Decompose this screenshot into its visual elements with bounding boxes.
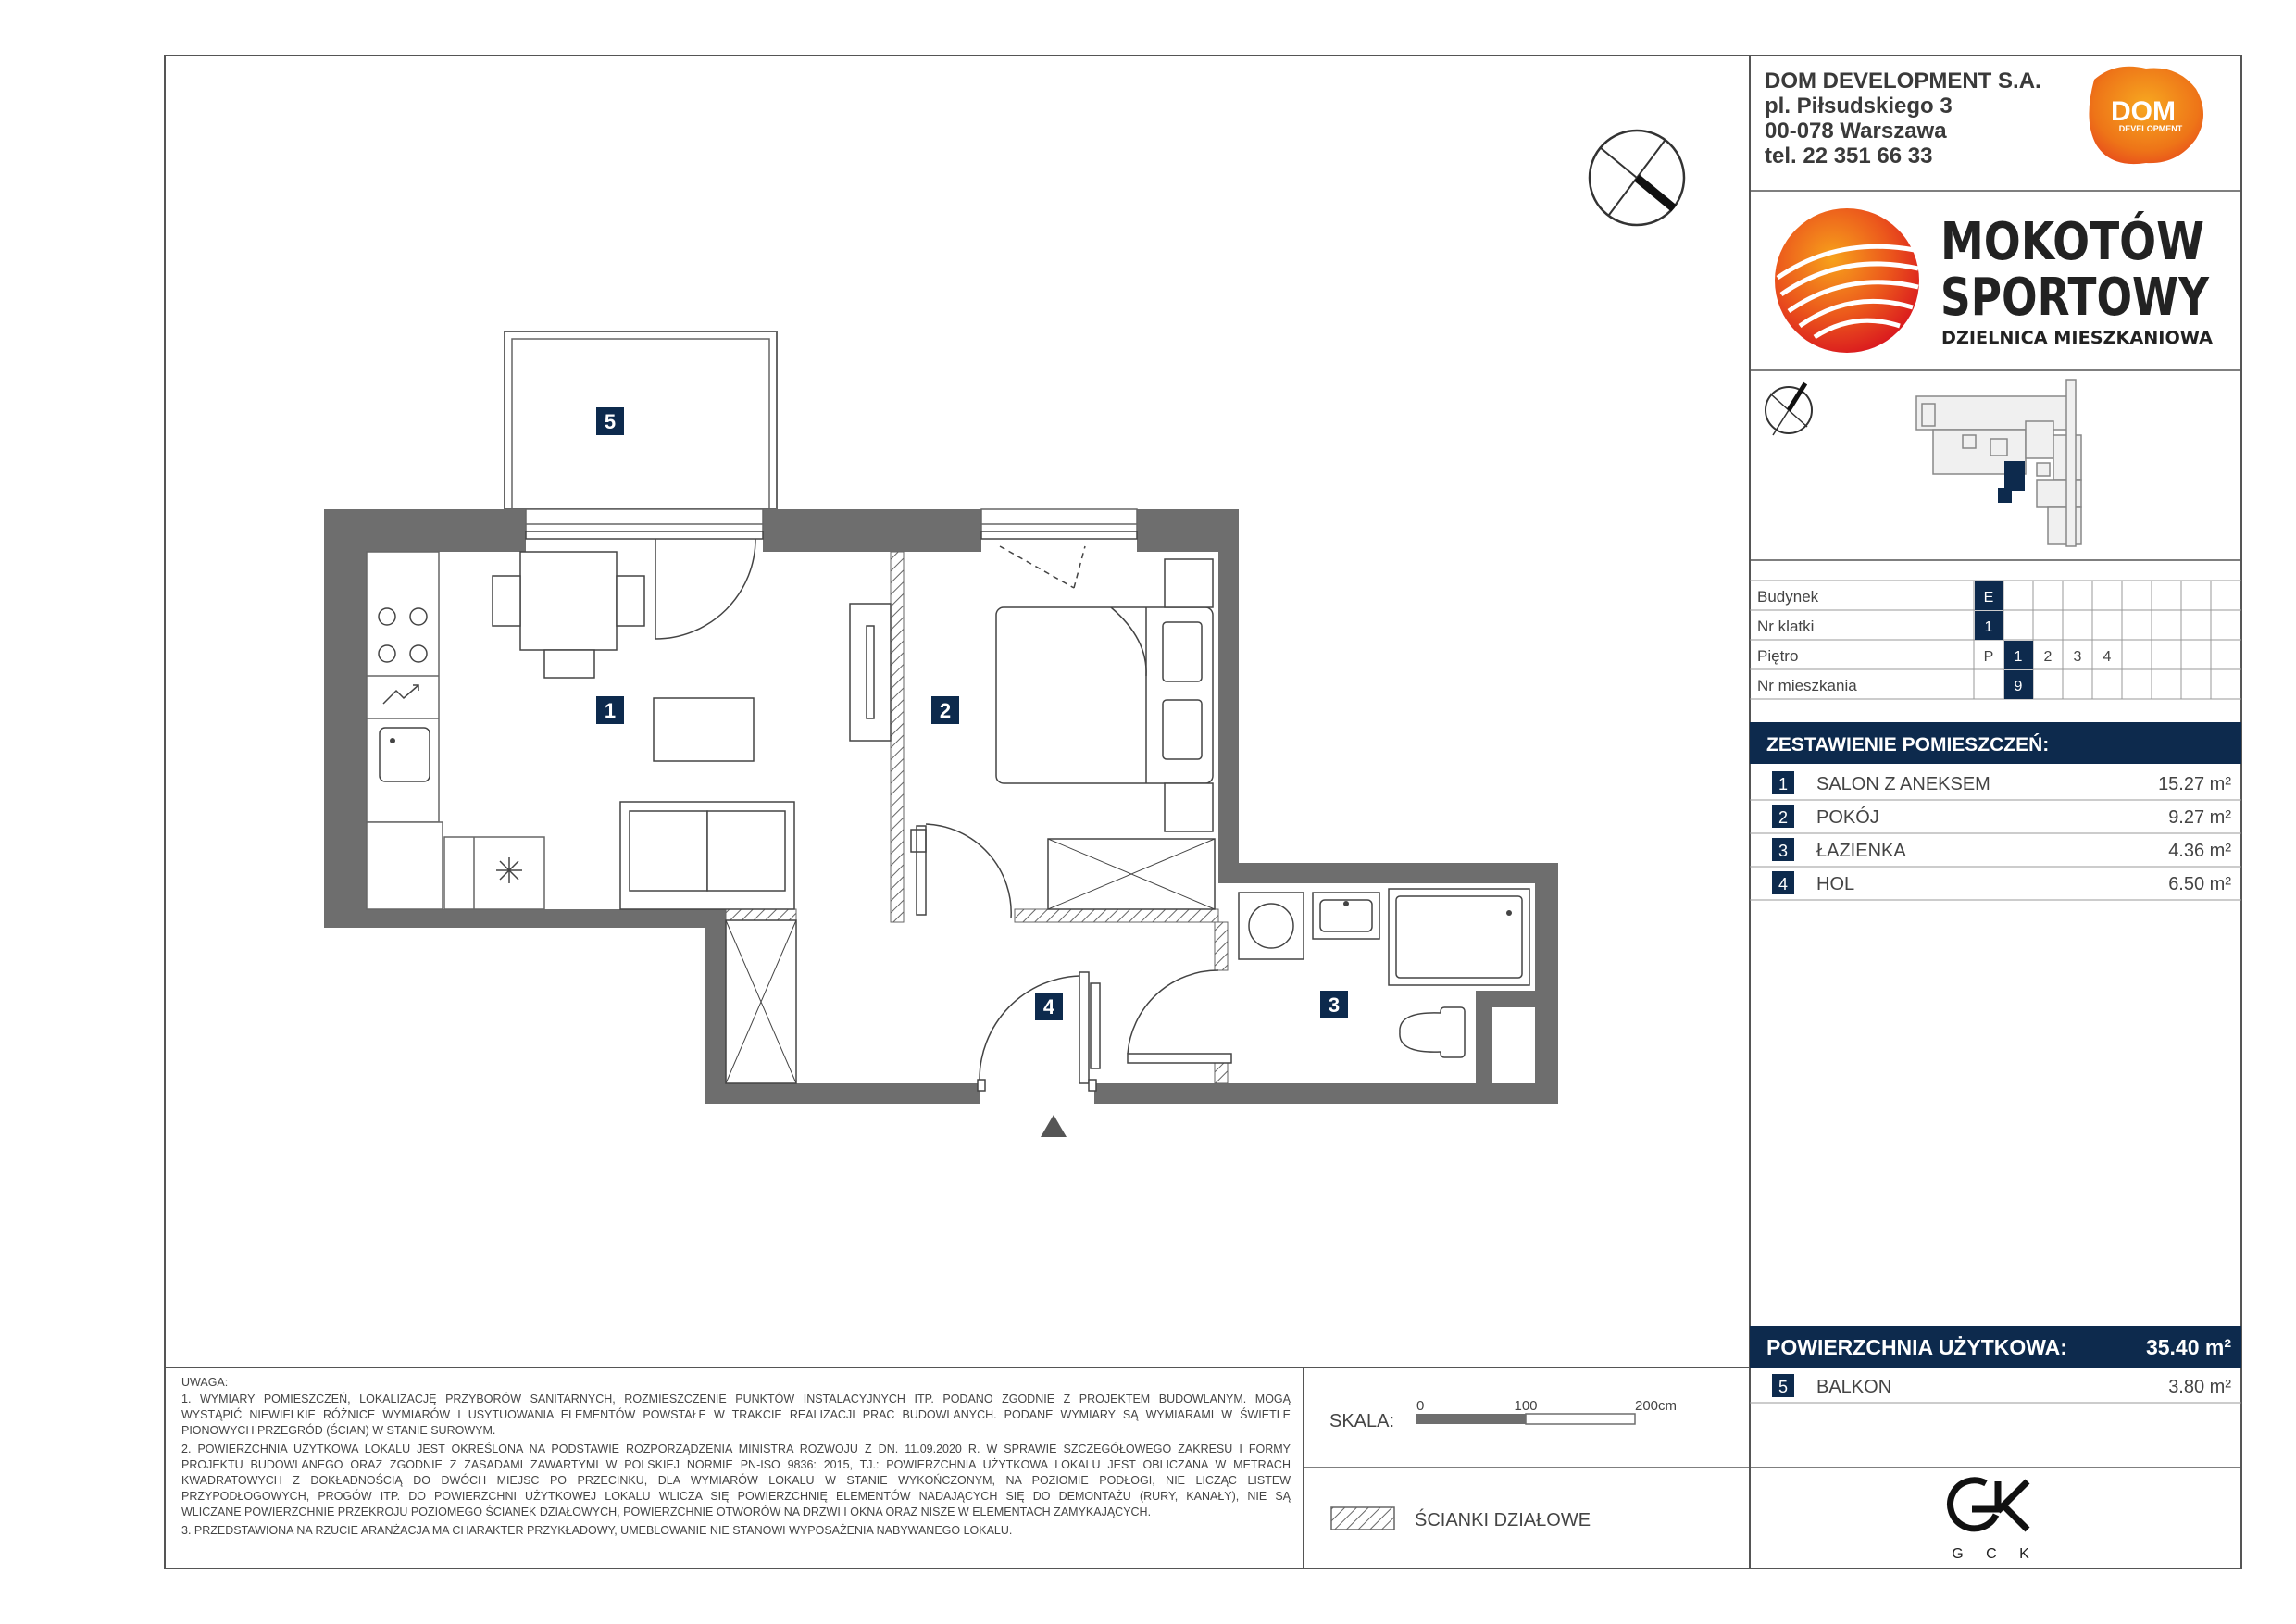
key-plan-highlight (2004, 461, 2025, 491)
window (981, 509, 1137, 533)
loc-label: Budynek (1757, 588, 1819, 606)
svg-text:100: 100 (1514, 1398, 1538, 1414)
coffee-table (654, 698, 754, 761)
svg-text:35.40 m²: 35.40 m² (2145, 1335, 2231, 1359)
room-row (1750, 838, 2241, 867)
svg-text:2: 2 (1778, 808, 1789, 827)
mokotow-sportowy-logo (1775, 208, 2213, 353)
key-plan-map (1916, 380, 2081, 546)
company-city: 00-078 Warszawa (1765, 119, 1947, 144)
room-label (596, 696, 624, 724)
note-line: 1. WYMIARY POMIESZCZEŃ, LOKALIZACJĘ PRZYBORÓW SANITARNYCH, ROZMIESZCZENIE PUNKTÓW INSTALACYJNYCH ITP. PODANO ZGODNIE Z PROJEKTEM BUDOWLANYM. MOGĄ (181, 1393, 1291, 1405)
note-line: WYSTĄPIĆ NIEWIELKIE RÓŻNICE WYMIARÓW I USYTUOWANIA ELEMENTÓW POWSTAŁE W TRAKCIE REALIZACJI PRAC BUDOWLANYCH. PODANE WYMIARY SĄ WYMIARAMI W ŚWIETLE (181, 1408, 1291, 1421)
loc-value: E (1983, 590, 1994, 606)
balcony-row (1750, 1374, 2241, 1403)
dom-development-logo (2089, 67, 2203, 164)
svg-text:3: 3 (1778, 842, 1789, 860)
window (526, 509, 763, 533)
loc-label: Piętro (1757, 647, 1799, 665)
loc-value: 4 (2103, 649, 2112, 665)
loc-value: 2 (2043, 649, 2053, 665)
svg-text:1: 1 (1778, 775, 1789, 793)
room-row (1750, 805, 2241, 833)
room-row (1750, 871, 2241, 900)
svg-text:DOM: DOM (2111, 96, 2176, 127)
svg-text:3.80 m²: 3.80 m² (2168, 1377, 2231, 1397)
svg-text:4: 4 (1778, 875, 1789, 893)
svg-text:4.36 m²: 4.36 m² (2168, 841, 2231, 861)
dining-table (520, 552, 617, 650)
room-label (1320, 991, 1348, 1018)
svg-text:200cm: 200cm (1635, 1398, 1678, 1414)
room-label (931, 696, 959, 724)
svg-text:15.27 m²: 15.27 m² (2158, 774, 2231, 794)
svg-text:MOKOTÓW: MOKOTÓW (1940, 212, 2204, 272)
gck-logo (1951, 1480, 2039, 1562)
rooms-list (1750, 771, 2241, 900)
compass-icon (1590, 131, 1684, 225)
note-line: WLICZANE POWIERZCHNIE PRZEKROJU POZIOMEGO ŚCIANEK DZIAŁOWYCH, POWIERZCHNIE OTWORÓW NA DRZWI I OKNA ORAZ NISZE W ELEMENTACH ZAMYKAJĄCYCH. (181, 1505, 1152, 1518)
partition-wall (891, 552, 904, 922)
balcony (505, 331, 777, 509)
entrance-arrow-icon (1041, 1115, 1067, 1137)
note-line: 3. PRZEDSTAWIONA NA RZUCIE ARANŻACJA MA CHARAKTER PRZYKŁADOWY, UMEBLOWANIE NIE STANOWI WYPOSAŻENIA NABYWANEGO LOKALU. (181, 1524, 1013, 1537)
svg-text:6.50 m²: 6.50 m² (2168, 874, 2231, 894)
svg-text:BALKON: BALKON (1816, 1377, 1892, 1397)
svg-text:DZIELNICA MIESZKANIOWA: DZIELNICA MIESZKANIOWA (1941, 328, 2214, 348)
small-compass-icon (1766, 383, 1812, 435)
loc-label: Nr mieszkania (1757, 677, 1857, 694)
svg-text:9.27 m²: 9.27 m² (2168, 807, 2231, 828)
svg-text:SALON Z ANEKSEM: SALON Z ANEKSEM (1816, 774, 1990, 794)
svg-text:ZESTAWIENIE POMIESZCZEŃ:: ZESTAWIENIE POMIESZCZEŃ: (1766, 734, 2050, 756)
legend-partition (1331, 1507, 1591, 1530)
svg-text:G C K: G C K (1952, 1546, 2039, 1562)
note-line: 2. POWIERZCHNIA UŻYTKOWA LOKALU JEST OKREŚLONA NA PODSTAWIE ROZPORZĄDZENIA MINISTRA ROZWOJU Z DN. 11.09.2020 R. W SPRAWIE SZCZEGÓŁOWEGO ZAKRESU I FORMY (181, 1443, 1291, 1455)
room-label (596, 407, 624, 435)
company-address (1765, 69, 2041, 169)
notes-title: UWAGA: (181, 1376, 229, 1389)
svg-text:DEVELOPMENT: DEVELOPMENT (2118, 124, 2183, 133)
svg-text:3: 3 (1328, 993, 1341, 1017)
svg-text:5: 5 (1778, 1378, 1789, 1396)
loc-value: 1 (2014, 649, 2023, 665)
company-name: DOM DEVELOPMENT S.A. (1765, 69, 2041, 94)
svg-text:5: 5 (604, 410, 617, 433)
floor-plan (324, 331, 1558, 1137)
loc-value: 3 (2073, 649, 2082, 665)
note-line: PROJEKTU BUDOWLANEGO ORAZ ZGODNIE Z ZASADAMI ZAWARTYMI W POLSKIEJ NORMIE PN-ISO 9836: 2015, TJ.: POWIERZCHNIA UŻYTKOWA LOKALU JEST OBLICZANA W METRACH (181, 1458, 1291, 1471)
toilet (1400, 1007, 1465, 1057)
bathtub (1389, 889, 1529, 985)
loc-label: Nr klatki (1757, 618, 1815, 635)
svg-text:4: 4 (1042, 995, 1055, 1018)
svg-text:1: 1 (604, 699, 617, 722)
svg-text:ŁAZIENKA: ŁAZIENKA (1816, 841, 1906, 861)
loc-value: P (1983, 649, 1994, 665)
note-line: PIONOWYCH PRZEGRÓD (ŚCIAN) W STANIE SUROWYM. (181, 1424, 496, 1437)
svg-text:POKÓJ: POKÓJ (1816, 807, 1879, 828)
loc-value: 1 (1984, 619, 1993, 635)
svg-text:POWIERZCHNIA UŻYTKOWA:: POWIERZCHNIA UŻYTKOWA: (1766, 1335, 2067, 1359)
room-row (1750, 771, 2241, 800)
scale-bar (1329, 1398, 1677, 1431)
svg-text:0: 0 (1416, 1398, 1425, 1414)
svg-text:2: 2 (939, 699, 952, 722)
loc-value: 9 (2014, 679, 2023, 694)
svg-text:HOL: HOL (1816, 874, 1855, 894)
note-line: KWADRATOWYCH Z DOKŁADNOŚCIĄ DO DWÓCH MIEJSC PO PRZECINKU, DLA WYMIARÓW LOKALU W STANIE WYKOŃCZONYM, NA POZIOMIE PODŁOGI, NIE LICZĄC LISTEW (181, 1474, 1291, 1487)
note-line: PRZYPODŁOGOWYCH, PROGÓW ITP. DO POWIERZCHNI UŻYTKOWEJ LOKALU WLICZA SIĘ POWIERZCHNIĘ ELEMENTÓW NADAJĄCYCH SIĘ DO DEMONTAŻU (RURY, KANAŁY), NIE SĄ (181, 1490, 1291, 1503)
svg-text:SKALA:: SKALA: (1329, 1411, 1395, 1431)
svg-text:ŚCIANKI DZIAŁOWE: ŚCIANKI DZIAŁOWE (1415, 1510, 1591, 1530)
company-street: pl. Piłsudskiego 3 (1765, 94, 1953, 119)
company-phone: tel. 22 351 66 33 (1765, 144, 1933, 169)
svg-text:SPORTOWY: SPORTOWY (1940, 268, 2211, 328)
room-label (1035, 993, 1063, 1020)
